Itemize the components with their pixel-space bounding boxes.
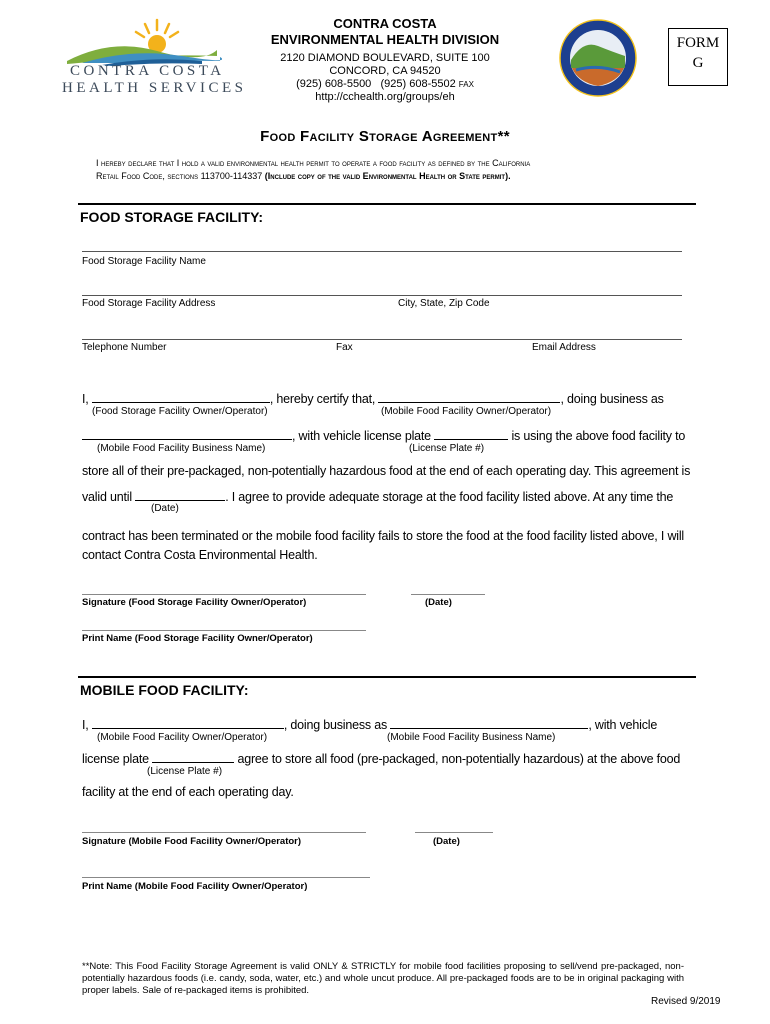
mobile-business-blank[interactable]: [390, 717, 588, 729]
contract-text-1: contract has been terminated or the mobile food facility fails to store the food at the food facility listed above, I will: [82, 529, 684, 543]
form-letter: G: [692, 55, 704, 71]
storage-address-label: Food Storage Facility Address: [82, 298, 216, 309]
business-name-blank[interactable]: [82, 428, 292, 440]
mobile-plate-blank[interactable]: [152, 751, 234, 763]
form-label: FORM: [676, 35, 720, 51]
storage-address-field[interactable]: [82, 295, 682, 296]
store-text: store all of their pre-packaged, non-potentially hazardous food at the end of each operating day. This agreement is: [82, 464, 691, 478]
footnote: **Note: This Food Facility Storage Agreement is valid ONLY & STRICTLY for mobile food facilities proposing to sell/vend pre-packaged, non-potentially hazardous foods (i.e. candy, soda, water, etc.) and whole uncut produce. All pre-packaged foods are to be in original packaging with proper labels. Sale of re-packaged items is prohibited.: [82, 961, 684, 996]
mobile-print-label: Print Name (Mobile Food Facility Owner/Operator): [82, 881, 308, 892]
form-id-box: [668, 28, 728, 86]
mobile-signature-field[interactable]: [82, 832, 366, 833]
declaration-text: [96, 157, 696, 183]
storage-print-label: Print Name (Food Storage Facility Owner/Operator): [82, 633, 313, 644]
valid-date-blank[interactable]: [135, 489, 225, 501]
cchs-logo: [62, 16, 247, 96]
declaration-line-2: Retail Food Code, sections 113700-114337: [96, 171, 265, 181]
page-title: Food Facility Storage Agreement**: [260, 128, 510, 145]
agree-text: . I agree to provide adequate storage at the food facility listed above. At any time the: [225, 490, 674, 504]
certify-text: , hereby certify that,: [269, 392, 376, 406]
mobile-i-line: [82, 717, 657, 732]
certify-line: [82, 391, 664, 406]
org-name: CONTRA COSTA: [333, 16, 437, 31]
storage-print-field[interactable]: [82, 630, 366, 631]
valid-line: [82, 489, 673, 504]
agency-header: [250, 16, 520, 104]
storage-name-field[interactable]: [82, 251, 682, 252]
using-text: is using the above food facility to: [511, 429, 686, 443]
address-line-1: 2120 DIAMOND BOULEVARD, SUITE 100: [280, 52, 490, 64]
mobile-plate-line: [82, 751, 680, 766]
declaration-line-1: I hereby declare that I hold a valid environmental health permit to operate a food facility as defined by the California: [96, 158, 531, 168]
mobile-dba-text: , doing business as: [283, 718, 388, 732]
dba-text: , doing business as: [560, 392, 664, 406]
storage-phone-label: Telephone Number: [82, 342, 167, 353]
storage-section-heading: FOOD STORAGE FACILITY:: [80, 209, 264, 225]
mobile-owner-blank[interactable]: [92, 717, 284, 729]
mobile-plate-text: license plate: [82, 752, 149, 766]
i-label: I,: [82, 392, 89, 406]
mobile-end-text: facility at the end of each operating day.: [82, 785, 294, 799]
section-divider: [78, 676, 696, 678]
mobile-section-heading: MOBILE FOOD FACILITY:: [80, 682, 249, 698]
mobile-owner-blank[interactable]: [378, 391, 560, 403]
mobile-date-field[interactable]: [415, 832, 493, 833]
mobile-plate-label: (License Plate #): [147, 766, 223, 777]
storage-date-field[interactable]: [411, 594, 485, 595]
i-label: I,: [82, 718, 89, 732]
storage-email-label: Email Address: [532, 342, 596, 353]
business-name-label: (Mobile Food Facility Business Name): [97, 443, 266, 454]
mobile-vehicle-text: , with vehicle: [588, 718, 658, 732]
mobile-agree-text: agree to store all food (pre-packaged, non-potentially hazardous) at the above food: [237, 752, 681, 766]
storage-contact-field[interactable]: [82, 339, 682, 340]
storage-signature-label: Signature (Food Storage Facility Owner/Operator): [82, 597, 307, 608]
storage-city-label: City, State, Zip Code: [398, 298, 490, 309]
division-name: ENVIRONMENTAL HEALTH DIVISION: [270, 32, 500, 47]
phone-number: (925) 608-5500: [296, 78, 372, 90]
address-line-2: CONCORD, CA 94520: [329, 65, 441, 77]
section-divider: [78, 203, 696, 205]
logo-line-2: HEALTH SERVICES: [62, 80, 247, 96]
mobile-owner-label: (Mobile Food Facility Owner/Operator): [97, 732, 268, 743]
website-link[interactable]: http://cchealth.org/groups/eh: [315, 91, 455, 103]
declaration-permit-note: (Include copy of the valid Environmental Health or State permit).: [264, 171, 511, 181]
fax-label: FAX: [458, 80, 474, 89]
storage-fax-label: Fax: [336, 342, 353, 353]
mobile-owner-label: (Mobile Food Facility Owner/Operator): [381, 406, 552, 417]
vehicle-text: , with vehicle license plate: [292, 429, 431, 443]
mobile-print-field[interactable]: [82, 877, 370, 878]
plate-blank[interactable]: [434, 428, 508, 440]
storage-owner-label: (Food Storage Facility Owner/Operator): [92, 406, 268, 417]
storage-name-label: Food Storage Facility Name: [82, 256, 206, 267]
mobile-business-label: (Mobile Food Facility Business Name): [387, 732, 556, 743]
storage-date-label: (Date): [425, 597, 452, 608]
logo-line-1: CONTRA COSTA: [70, 63, 225, 79]
fax-number: (925) 608-5502: [380, 78, 456, 90]
revised-date: Revised 9/2019: [651, 996, 721, 1007]
sun-hills-logo-icon: [62, 16, 222, 66]
storage-owner-blank[interactable]: [92, 391, 270, 403]
contract-text-2: contact Contra Costa Environmental Health.: [82, 548, 318, 562]
vehicle-line: [82, 428, 685, 443]
date-label: (Date): [151, 503, 179, 514]
phone-fax-line: [250, 78, 520, 91]
mobile-date-label: (Date): [433, 836, 460, 847]
plate-label: (License Plate #): [409, 443, 485, 454]
mobile-signature-label: Signature (Mobile Food Facility Owner/Operator): [82, 836, 302, 847]
valid-text: valid until: [82, 490, 132, 504]
storage-signature-field[interactable]: [82, 594, 366, 595]
county-seal-icon: [558, 18, 638, 98]
